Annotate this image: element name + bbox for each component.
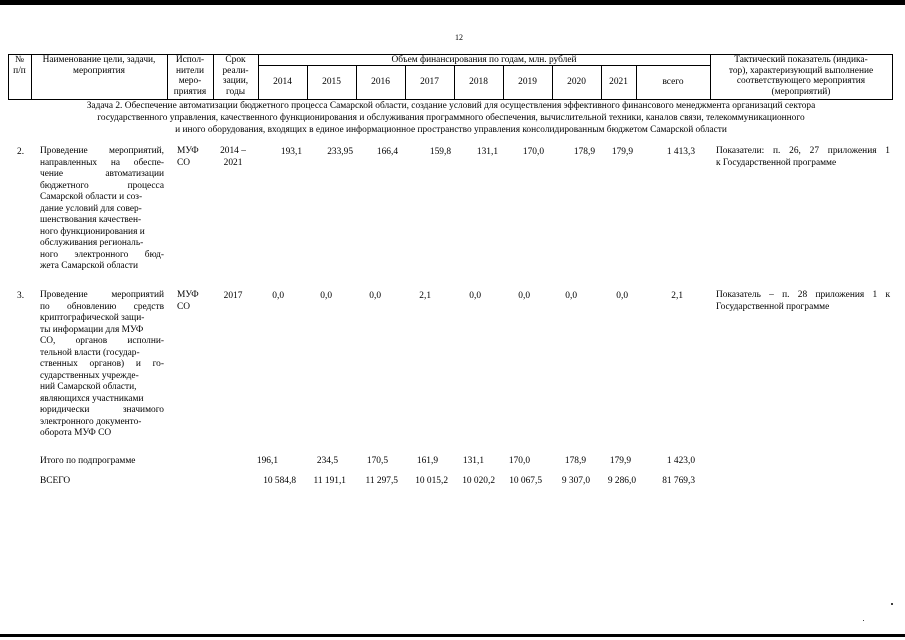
header-executor: Испол- нители меро- приятия — [173, 55, 207, 97]
task-line: и иного оборудования, входящих в единое информационное пространство управления консолидированным бюджетом Самарской области — [175, 125, 727, 135]
row-description: Проведение мероприятий по обновлению средств криптографической защи- ты информации для МУФ СО, органов исполни- тельной власти (государ- ственных органов) и го- сударственных учрежде- ний Самарской области, являющихся участниками юридически значимого электронного документо- оборота МУФ СО — [40, 290, 164, 438]
scan-top-border — [0, 0, 905, 5]
subtotal-value: 170,5 — [366, 456, 388, 466]
row-executor: МУФ СО — [177, 290, 199, 312]
task-line: государственного управления, качественного функционирования и обслуживания программного обеспечения, вычислительной техники, каналов связи, телекоммуникационного — [97, 113, 805, 123]
subtotal-label: Итого по подпрограмме — [40, 456, 136, 466]
header-year: 2017 — [420, 77, 439, 87]
scan-speck — [863, 620, 864, 621]
row-value: 193,1 — [280, 147, 302, 157]
header-year: 2016 — [371, 77, 390, 87]
subtotal-value: 131,1 — [462, 456, 484, 466]
row-term: 2017 — [223, 291, 243, 301]
row-value: 0,0 — [272, 291, 284, 301]
scan-speck — [891, 603, 893, 605]
grand-total-value: 10 584,8 — [263, 476, 296, 486]
grand-total-value: 10 020,2 — [462, 476, 495, 486]
row-number: 3. — [17, 291, 25, 301]
row-value: 0,0 — [320, 291, 332, 301]
row-indicator: Показатели: п. 26, 27 приложения 1 к Государственной программе — [716, 146, 890, 168]
subtotal-total: 1 423,0 — [666, 456, 695, 466]
row-value: 2,1 — [419, 291, 431, 301]
row-value: 178,9 — [573, 147, 595, 157]
header-year: 2021 — [609, 77, 628, 87]
row-value: 0,0 — [469, 291, 481, 301]
row-value: 0,0 — [369, 291, 381, 301]
row-total: 2,1 — [671, 291, 683, 301]
row-value: 170,0 — [522, 147, 544, 157]
subtotal-value: 178,9 — [564, 456, 586, 466]
header-year: 2014 — [273, 77, 292, 87]
grand-total-value: 10 067,5 — [509, 476, 542, 486]
row-value: 166,4 — [376, 147, 398, 157]
row-number: 2. — [17, 147, 25, 157]
grand-total-value: 11 297,5 — [365, 476, 398, 486]
grand-total-value: 9 307,0 — [561, 476, 590, 486]
header-indicator: Тактический показатель (индика- тор), характеризующий выполнение соответствующего мероприятия (мероприятий) — [728, 55, 874, 97]
header-total: всего — [662, 77, 684, 87]
task-heading — [31, 100, 871, 136]
row-total: 1 413,3 — [666, 147, 695, 157]
row-indicator: Показатель – п. 28 приложения 1 к Государственной программе — [716, 290, 890, 312]
row-value: 233,95 — [327, 147, 353, 157]
header-year: 2015 — [322, 77, 341, 87]
row-term: 2014 – 2021 — [220, 146, 246, 168]
row-value: 131,1 — [476, 147, 498, 157]
subtotal-value: 234,5 — [316, 456, 338, 466]
task-line: Задача 2. Обеспечение автоматизации бюджетного процесса Самарской области, создание условий для осуществления эффективного финансового менеджмента организаций сектора — [86, 101, 816, 111]
grand-total-value: 9 286,0 — [607, 476, 636, 486]
page-number: 12 — [455, 33, 463, 42]
row-executor: МУФ СО — [177, 146, 199, 168]
row-value: 179,9 — [611, 147, 633, 157]
grand-total-value: 11 191,1 — [313, 476, 346, 486]
header-name: Наименование цели, задачи, мероприятия — [42, 55, 156, 76]
grand-total-total: 81 769,3 — [662, 476, 695, 486]
subtotal-value: 161,9 — [416, 456, 438, 466]
subtotal-value: 179,9 — [609, 456, 631, 466]
grand-total-label: ВСЕГО — [40, 476, 71, 486]
grand-total-value: 10 015,2 — [415, 476, 448, 486]
row-description: Проведение мероприятий, направленных на обеспе- чение автоматизации бюджетного процесса Самарской области и соз- дание условий для совер- шенствования качествен- ного функционирования и обслуживания региональ- ного электронного бюд- жета Самарской области — [40, 146, 164, 271]
subtotal-value: 170,0 — [508, 456, 530, 466]
row-value: 0,0 — [616, 291, 628, 301]
header-funding-title: Объем финансирования по годам, млн. рублей — [391, 55, 577, 65]
row-value: 0,0 — [518, 291, 530, 301]
header-num: № п/п — [13, 55, 26, 76]
header-term: Срок реали- зации, годы — [222, 55, 249, 97]
header-year: 2019 — [518, 77, 537, 87]
row-value: 0,0 — [565, 291, 577, 301]
header-right-border — [892, 54, 893, 100]
row-value: 159,8 — [429, 147, 451, 157]
subtotal-value: 196,1 — [256, 456, 278, 466]
scan-bottom-border — [0, 634, 905, 637]
header-year: 2018 — [469, 77, 488, 87]
header-year: 2020 — [567, 77, 586, 87]
